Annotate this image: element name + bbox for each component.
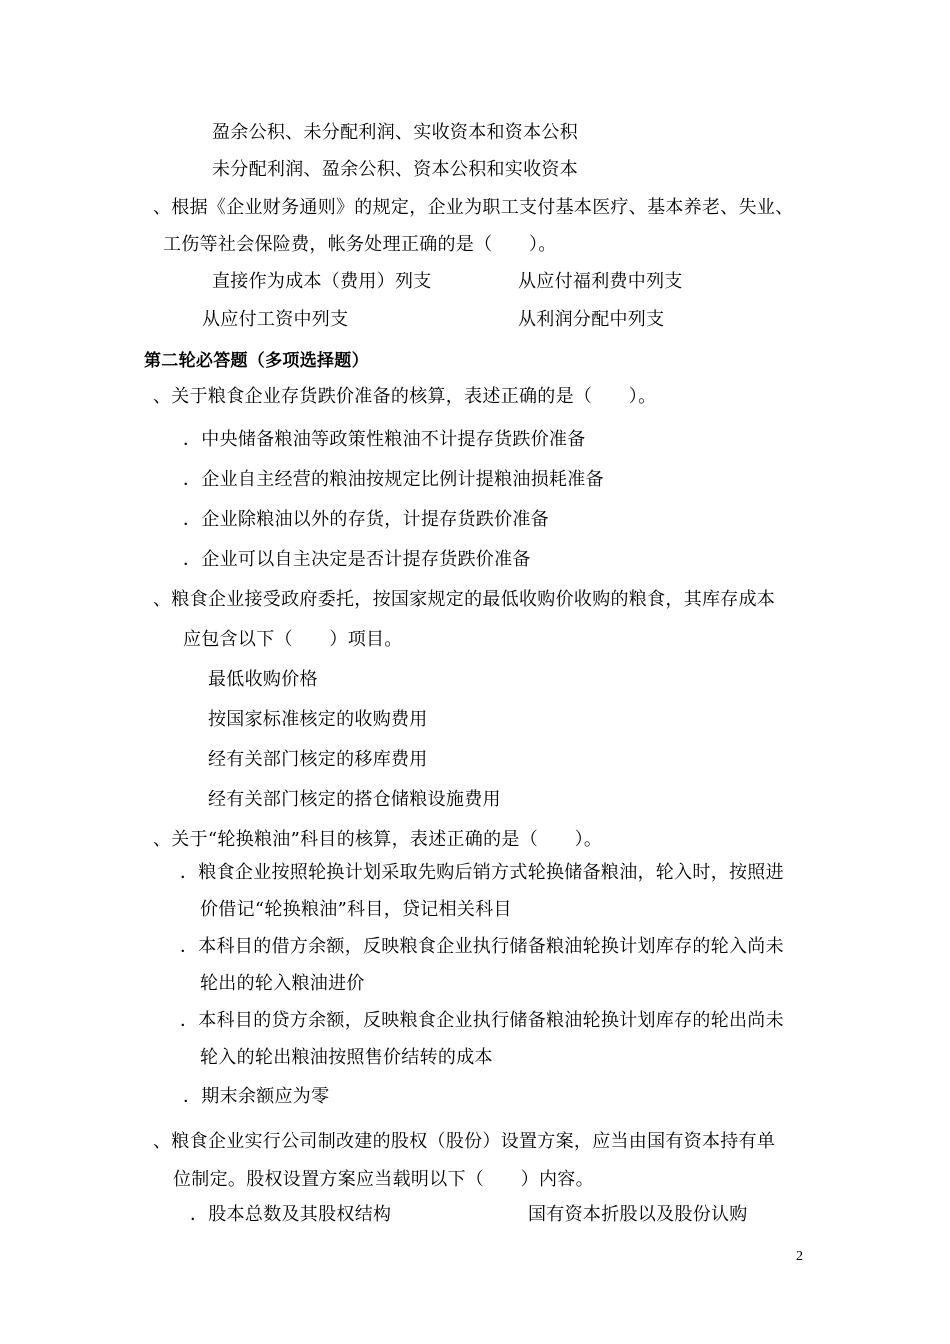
option-line: ．本科目的贷方余额，反映粮食企业执行储备粮油轮换计划库存的轮出尚未 [180, 1010, 784, 1031]
option-line: 从应付工资中列支 [202, 309, 349, 330]
option-line: 直接作为成本（费用）列支 [212, 271, 432, 292]
option-line: 价借记“轮换粮油”科目，贷记相关科目 [200, 899, 512, 920]
option-line: 经有关部门核定的移库费用 [208, 749, 428, 770]
question-line: 工伤等社会保险费，帐务处理正确的是（ ）。 [163, 234, 557, 255]
option-line: ．本科目的借方余额，反映粮食企业执行储备粮油轮换计划库存的轮入尚未 [180, 936, 784, 957]
question-line: 、关于“轮换粮油”科目的核算，表述正确的是（ ）。 [153, 829, 603, 850]
question-line: 、粮食企业实行公司制改建的股权（股份）设置方案，应当由国有资本持有单 [153, 1131, 776, 1152]
option-line: 经有关部门核定的搭仓储粮设施费用 [208, 789, 501, 810]
option-line: 盈余公积、未分配利润、实收资本和资本公积 [212, 122, 578, 143]
option-line: ．中央储备粮油等政策性粮油不计提存货跌价准备 [183, 429, 586, 450]
option-line: 轮入的轮出粮油按照售价结转的成本 [200, 1047, 493, 1068]
option-line: ．股本总数及其股权结构 [190, 1204, 392, 1225]
question-line: 、关于粮食企业存货跌价准备的核算，表述正确的是（ ）。 [153, 386, 657, 407]
option-line: 最低收购价格 [208, 669, 318, 690]
option-line: ．企业除粮油以外的存货，计提存货跌价准备 [183, 509, 549, 530]
option-line: ．企业可以自主决定是否计提存货跌价准备 [183, 549, 531, 570]
option-line: ．粮食企业按照轮换计划采取先购后销方式轮换储备粮油，轮入时，按照进 [180, 862, 784, 883]
section-heading: 第二轮必答题（多项选择题） [144, 351, 369, 371]
option-line: 国有资本折股以及股份认购 [528, 1204, 748, 1225]
question-line: 、粮食企业接受政府委托，按国家规定的最低收购价收购的粮食，其库存成本 [153, 589, 776, 610]
page-number: 2 [796, 1249, 803, 1264]
question-line: 、根据《企业财务通则》的规定，企业为职工支付基本医疗、基本养老、失业、 [153, 197, 794, 218]
question-line: 位制定。股权设置方案应当载明以下（ ）内容。 [173, 1169, 594, 1190]
option-line: 未分配利润、盈余公积、资本公积和实收资本 [212, 159, 578, 180]
option-line: 从应付福利费中列支 [518, 271, 683, 292]
option-line: ．企业自主经营的粮油按规定比例计提粮油损耗准备 [183, 469, 604, 490]
option-line: 从利润分配中列支 [518, 309, 665, 330]
question-line: 应包含以下（ ）项目。 [183, 629, 403, 650]
option-line: ．期末余额应为零 [183, 1086, 330, 1107]
option-line: 按国家标准核定的收购费用 [208, 709, 428, 730]
option-line: 轮出的轮入粮油进价 [200, 973, 365, 994]
